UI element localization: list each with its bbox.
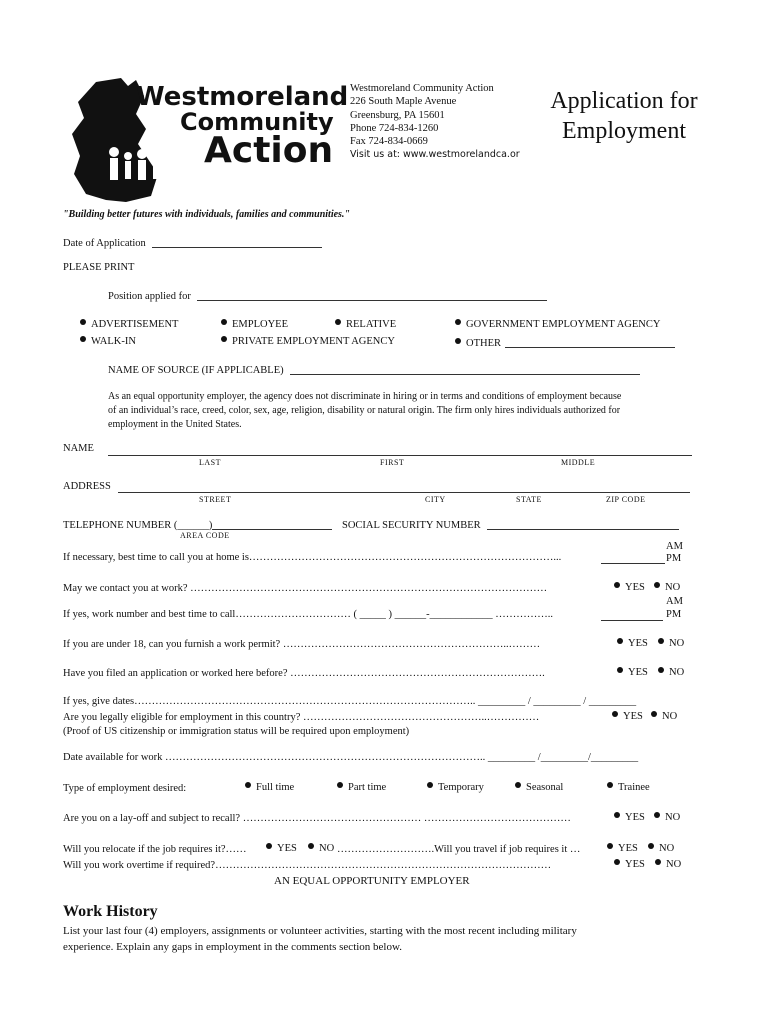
org-address-block — [350, 82, 520, 162]
source-employee-label: EMPLOYEE — [232, 319, 288, 330]
source-name-label: NAME OF SOURCE (IF APPLICABLE) — [108, 365, 284, 376]
work-history-heading: Work History — [63, 903, 158, 920]
bullet-icon — [654, 582, 660, 588]
address-city-caption: CITY — [425, 495, 446, 504]
bullet-icon — [308, 843, 314, 849]
bullet-icon — [335, 319, 341, 325]
employment-type-part-time[interactable] — [337, 782, 386, 793]
area-code-caption: AREA CODE — [180, 531, 230, 540]
yes-label: YES — [623, 711, 643, 722]
source-private-label: PRIVATE EMPLOYMENT AGENCY — [232, 336, 395, 347]
am-label-2: AM — [666, 596, 683, 607]
logo-line3: Action — [204, 130, 334, 171]
bullet-icon — [612, 711, 618, 717]
yes-label: YES — [628, 667, 648, 678]
work-history-line2: experience. Explain any gaps in employment in the comments section below. — [63, 941, 402, 953]
name-label: NAME — [63, 443, 94, 454]
bullet-icon — [455, 338, 461, 344]
bullet-icon — [658, 667, 664, 673]
no-label: NO — [669, 667, 685, 678]
yes-label: YES — [625, 582, 645, 593]
employment-type-label: Type of employment desired: — [63, 783, 187, 794]
contact-work-yes[interactable] — [614, 582, 645, 593]
travel-question: ……………………….Will you travel if job requires it … — [337, 844, 581, 855]
source-other[interactable] — [455, 336, 675, 349]
bullet-icon — [455, 319, 461, 325]
logo — [66, 74, 349, 204]
date-of-application-row — [63, 236, 322, 249]
org-website: Visit us at: www.westmorelandca.or — [350, 149, 520, 161]
bullet-icon — [515, 782, 521, 788]
yes-label: YES — [625, 859, 645, 870]
bullet-icon — [654, 812, 660, 818]
org-street: 226 South Maple Avenue — [350, 96, 457, 108]
telephone-label: TELEPHONE NUMBER (______) — [63, 520, 213, 531]
source-name-row — [108, 363, 640, 376]
bullet-icon — [651, 711, 657, 717]
name-last-caption: LAST — [199, 458, 221, 467]
layoff-yes[interactable] — [614, 812, 645, 823]
eeo-line-3: employment in the United States. — [108, 419, 242, 430]
yes-label: YES — [625, 812, 645, 823]
motto: "Building better futures with individuals, families and communities." — [63, 209, 350, 220]
under18-no[interactable] — [658, 638, 684, 649]
yes-label: YES — [628, 638, 648, 649]
address-label: ADDRESS — [63, 481, 111, 492]
date-available-question: Date available for work ……………………………………………………………………………….. _________ /_________/_________ — [63, 752, 639, 763]
overtime-no[interactable] — [655, 859, 681, 870]
ssn-field[interactable] — [487, 518, 679, 530]
name-field[interactable] — [108, 444, 692, 456]
bullet-icon — [221, 336, 227, 342]
temporary-label: Temporary — [438, 782, 484, 793]
bullet-icon — [614, 582, 620, 588]
source-employee[interactable] — [221, 319, 288, 330]
ssn-label: SOCIAL SECURITY NUMBER — [342, 520, 481, 531]
pm-label-2: PM — [666, 609, 682, 620]
bullet-icon — [648, 843, 654, 849]
bullet-icon — [614, 859, 620, 865]
eligible-no[interactable] — [651, 711, 677, 722]
yes-label: YES — [277, 843, 297, 854]
source-private[interactable] — [221, 336, 395, 347]
source-walkin-label: WALK-IN — [91, 336, 136, 347]
source-walkin[interactable] — [80, 336, 136, 347]
eligible-yes[interactable] — [612, 711, 643, 722]
source-government-label: GOVERNMENT EMPLOYMENT AGENCY — [466, 319, 661, 330]
org-fax: Fax 724-834-0669 — [350, 136, 428, 148]
seasonal-label: Seasonal — [526, 782, 564, 793]
employment-type-full-time[interactable] — [245, 782, 294, 793]
org-name: Westmoreland Community Action — [350, 83, 494, 94]
no-label: NO — [319, 843, 335, 854]
bullet-icon — [655, 859, 661, 865]
source-advertisement-label: ADVERTISEMENT — [91, 319, 179, 330]
position-field[interactable] — [197, 289, 547, 301]
part-time-label: Part time — [348, 782, 387, 793]
bullet-icon — [658, 638, 664, 644]
bullet-icon — [266, 843, 272, 849]
work-number-time-field[interactable] — [601, 609, 663, 621]
relocate-no[interactable] — [308, 843, 334, 854]
logo-line2: Community — [180, 108, 334, 136]
source-other-field[interactable] — [505, 336, 675, 348]
filed-before-yes[interactable] — [617, 667, 648, 678]
proof-note: (Proof of US citizenship or immigration status will be required upon employment) — [63, 726, 410, 737]
source-other-label: OTHER — [466, 338, 501, 349]
am-label-1: AM — [666, 541, 683, 552]
bullet-icon — [607, 843, 613, 849]
no-label: NO — [666, 859, 682, 870]
pm-label-1: PM — [666, 553, 682, 564]
title-line1: Application for — [550, 88, 698, 114]
address-state-caption: STATE — [516, 495, 542, 504]
position-row — [108, 289, 547, 302]
contact-work-no[interactable] — [654, 582, 680, 593]
logo-line1: Westmoreland — [136, 82, 349, 112]
bullet-icon — [617, 667, 623, 673]
bullet-icon — [427, 782, 433, 788]
eeo-statement — [108, 390, 621, 432]
employment-type-trainee[interactable] — [607, 782, 650, 793]
position-label: Position applied for — [108, 291, 191, 302]
best-time-field[interactable] — [601, 552, 665, 564]
no-label: NO — [659, 843, 675, 854]
source-relative-label: RELATIVE — [346, 319, 397, 330]
eoe-footer: AN EQUAL OPPORTUNITY EMPLOYER — [274, 875, 470, 887]
org-phone: Phone 724-834-1260 — [350, 122, 439, 134]
date-of-application-label: Date of Application — [63, 238, 146, 249]
employment-type-seasonal[interactable] — [515, 782, 563, 793]
under18-question: If you are under 18, can you furnish a work permit? ………………………………………………………..……… — [63, 639, 541, 650]
filed-before-question: Have you filed an application or worked here before? ………………………………………………………………. — [63, 668, 545, 679]
bullet-icon — [607, 782, 613, 788]
travel-yes[interactable] — [607, 843, 638, 854]
source-name-field[interactable] — [290, 363, 640, 375]
work-history-line1: List your last four (4) employers, assignments or volunteer activities, starting with the most recent including military — [63, 925, 577, 937]
no-label: NO — [669, 638, 685, 649]
no-label: NO — [665, 582, 681, 593]
layoff-question: Are you on a lay-off and subject to recall? …………………………………………… …………………………………… — [63, 813, 571, 824]
full-time-label: Full time — [256, 782, 295, 793]
eligible-question: Are you legally eligible for employment in this country? ……………………………………………..…………… — [63, 712, 540, 723]
layoff-no[interactable] — [654, 812, 680, 823]
give-dates-question: If yes, give dates…………………………………………………………………………………….. _________ / _________ / _________ — [63, 696, 637, 707]
org-city: Greensburg, PA 15601 — [350, 109, 445, 121]
name-first-caption: FIRST — [380, 458, 405, 467]
address-field[interactable] — [118, 481, 690, 493]
no-label: NO — [662, 711, 678, 722]
telephone-row — [63, 518, 332, 531]
contact-work-question: May we contact you at work? ………………………………………………………………………………………… — [63, 583, 548, 594]
work-number-question: If yes, work number and best time to call…………………………… ( _____ ) ______-____________ …………….. — [63, 609, 553, 620]
no-label: NO — [665, 812, 681, 823]
eeo-line-1: As an equal opportunity employer, the agency does not discriminate in hiring or in terms and conditions of employment because — [108, 391, 622, 402]
eeo-line-2: of an individual’s race, creed, color, sex, age, religion, disability or natural origin. The firm only hires individuals authorized for — [108, 405, 621, 416]
name-middle-caption: MIDDLE — [561, 458, 596, 467]
relocate-yes[interactable] — [266, 843, 297, 854]
bullet-icon — [80, 336, 86, 342]
address-zip-caption: ZIP CODE — [606, 495, 646, 504]
bullet-icon — [245, 782, 251, 788]
bullet-icon — [337, 782, 343, 788]
please-print: PLEASE PRINT — [63, 262, 135, 273]
relocate-question: Will you relocate if the job requires it?…… — [63, 844, 247, 855]
yes-label: YES — [618, 843, 638, 854]
source-advertisement[interactable] — [80, 319, 178, 330]
travel-no[interactable] — [648, 843, 674, 854]
bullet-icon — [80, 319, 86, 325]
bullet-icon — [221, 319, 227, 325]
title-line2: Employment — [562, 118, 686, 144]
telephone-field[interactable] — [212, 518, 332, 530]
address-street-caption: STREET — [199, 495, 232, 504]
source-relative[interactable] — [335, 319, 396, 330]
filed-before-no[interactable] — [658, 667, 684, 678]
overtime-question: Will you work overtime if required?…………………………………………………………………………………… — [63, 860, 552, 871]
trainee-label: Trainee — [618, 782, 650, 793]
page-title — [540, 86, 708, 146]
bullet-icon — [614, 812, 620, 818]
best-time-question: If necessary, best time to call you at home is……………………………………………………………………………... — [63, 552, 562, 563]
source-government[interactable] — [455, 319, 660, 330]
bullet-icon — [617, 638, 623, 644]
date-of-application-field[interactable] — [152, 236, 322, 248]
ssn-row — [342, 518, 679, 531]
overtime-yes[interactable] — [614, 859, 645, 870]
employment-type-temporary[interactable] — [427, 782, 484, 793]
under18-yes[interactable] — [617, 638, 648, 649]
